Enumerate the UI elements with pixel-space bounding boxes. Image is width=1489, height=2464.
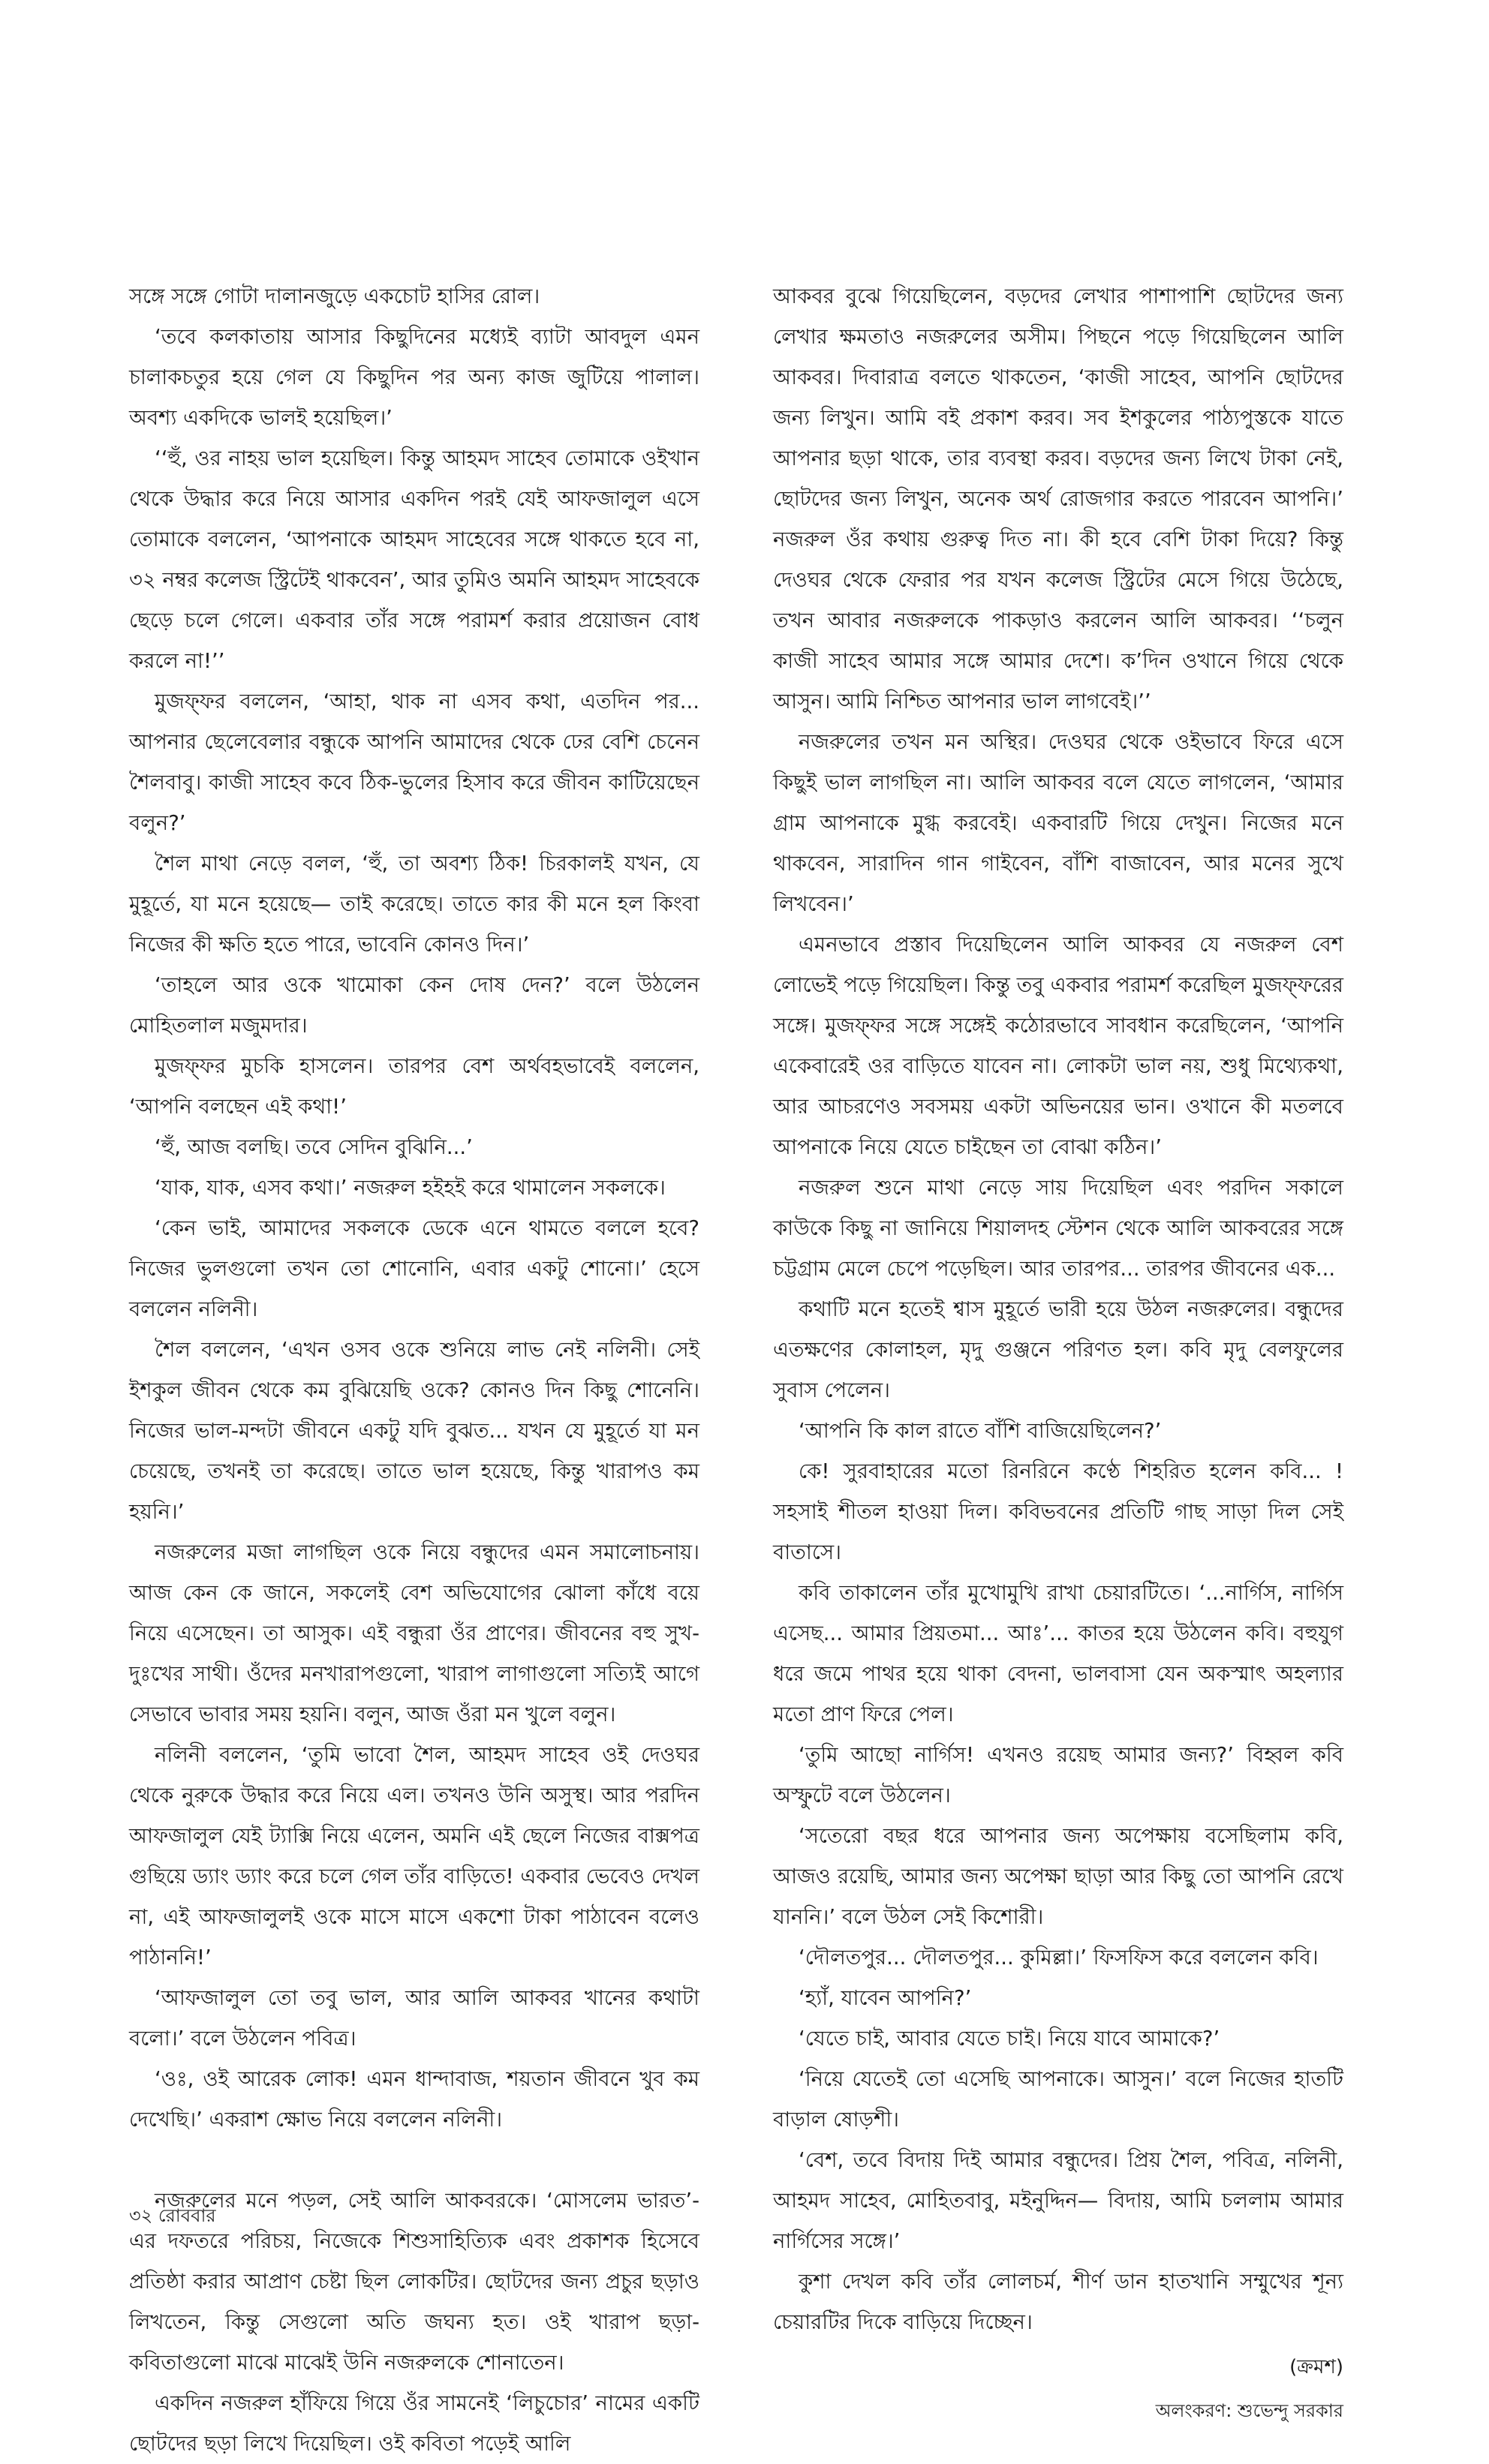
- article-column-right: [773, 276, 1343, 2431]
- paragraph: ‘তাহলে আর ওকে খামোকা কেন দোষ দেন?’ বলে উঠলেন মোহিতলাল মজুমদার।: [129, 973, 699, 1038]
- page-footer: ৩২ রোববার: [129, 2205, 216, 2226]
- paragraph: ‘হ্যাঁ, যাবেন আপনি?’: [799, 1986, 972, 2010]
- paragraph: ‘যেতে চাই, আবার যেতে চাই। নিয়ে যাবে আমাকে?’: [799, 2027, 1220, 2051]
- paragraph: ‘নিয়ে যেতেই তো এসেছি আপনাকে। আসুন।’ বলে নিজের হাতটি বাড়াল ষোড়শী।: [773, 2067, 1343, 2132]
- paragraph: ‘যাক, যাক, এসব কথা।’ নজরুল হইহই করে থামালেন সকলকে।: [155, 1176, 666, 1200]
- paragraph: ‘সতেরো বছর ধরে আপনার জন্য অপেক্ষায় বসেছিলাম কবি, আজও রয়েছি, আমার জন্য অপেক্ষা ছাড়া আর কিছু তো আপনি রেখে যাননি।’ বলে উঠল সেই কিশোরী।: [773, 1824, 1343, 1929]
- paragraph: নলিনী বললেন, ‘তুমি ভাবো শৈল, আহমদ সাহেব ওই দেওঘর থেকে নুরুকে উদ্ধার করে নিয়ে এল। তখনও উনি অসুস্থ। আর পরদিন আফজালুল যেই ট্যাক্সি নিয়ে এলেন, অমনি এই ছেলে নিজের বাক্সপত্র গুছিয়ে ড্যাং ড্যাং করে চলে গেল তাঁর বাড়িতে! একবার ভেবেও দেখল না, এই আফজালুলই ওকে মাসে মাসে একশো টাকা পাঠাবেন বলেও পাঠাননি!’: [129, 1743, 699, 1970]
- paragraph: একদিন নজরুল হাঁফিয়ে গিয়ে ওঁর সামনেই ‘লিচুচোর’ নামের একটি ছোটদের ছড়া লিখে দিয়েছিল। ওই কবিতা পড়েই আলি: [129, 2391, 699, 2456]
- paragraph: নজরুলের তখন মন অস্থির। দেওঘর থেকে ওইভাবে ফিরে এসে কিছুই ভাল লাগছিল না। আলি আকবর বলে যেতে লাগলেন, ‘আমার গ্রাম আপনাকে মুগ্ধ করবেই। একবারটি গিয়ে দেখুন। নিজের মনে থাকবেন, সারাদিন গান গাইবেন, বাঁশি বাজাবেন, আর মনের সুখে লিখবেন।’: [773, 730, 1343, 916]
- paragraph: নজরুল শুনে মাথা নেড়ে সায় দিয়েছিল এবং পরদিন সকালে কাউকে কিছু না জানিয়ে শিয়ালদহ স্টেশন থেকে আলি আকবরের সঙ্গে চট্টগ্রাম মেলে চেপে পড়েছিল। আর তারপর... তারপর জীবনের এক...: [773, 1176, 1343, 1281]
- paragraph: কথাটি মনে হতেই শ্বাস মুহূর্তে ভারী হয়ে উঠল নজরুলের। বন্ধুদের এতক্ষণের কোলাহল, মৃদু গুঞ্জনে পরিণত হল। কবি মৃদু বেলফুলের সুবাস পেলেন।: [773, 1297, 1343, 1402]
- paragraph: শৈল বললেন, ‘এখন ওসব ওকে শুনিয়ে লাভ নেই নলিনী। সেই ইশকুল জীবন থেকে কম বুঝিয়েছি ওকে? কোনও দিন কিছু শোনেনি। নিজের ভাল-মন্দটা জীবনে একটু যদি বুঝত... যখন যে মুহূর্তে যা মন চেয়েছে, তখনই তা করেছে। তাতে ভাল হয়েছে, কিন্তু খারাপও কম হয়নি।’: [129, 1338, 699, 1524]
- paragraph: ‘বেশ, তবে বিদায় দিই আমার বন্ধুদের। প্রিয় শৈল, পবিত্র, নলিনী, আহমদ সাহেব, মোহিতবাবু, মইনুদ্দিন— বিদায়, আমি চললাম আমার নার্গিসের সঙ্গে।’: [773, 2148, 1343, 2253]
- paragraph: ‘তবে কলকাতায় আসার কিছুদিনের মধ্যেই ব্যাটা আবদুল এমন চালাকচতুর হয়ে গেল যে কিছুদিন পর অন্য কাজ জুটিয়ে পালাল। অবশ্য একদিকে ভালই হয়েছিল।’: [129, 325, 699, 430]
- paragraph: ‘দৌলতপুর... দৌলতপুর... কুমিল্লা।’ ফিসফিস করে বললেন কবি।: [799, 1946, 1319, 1970]
- paragraph: ‘‘হুঁ, ওর নাহয় ভাল হয়েছিল। কিন্তু আহমদ সাহেব তোমাকে ওইখান থেকে উদ্ধার করে নিয়ে আসার একদিন পরই যেই আফজালুল এসে তোমাকে বললেন, ‘আপনাকে আহমদ সাহেবের সঙ্গে থাকতে হবে না, ৩২ নম্বর কলেজ স্ট্রিটেই থাকবেন’, আর তুমিও অমনি আহমদ সাহেবকে ছেড়ে চলে গেলে। একবার তাঁর সঙ্গে পরামর্শ করার প্রয়োজন বোধ করলে না!’’: [129, 446, 699, 673]
- paragraph: নজরুলের মনে পড়ল, সেই আলি আকবরকে। ‘মোসলেম ভারত’-এর দফতরে পরিচয়, নিজেকে শিশুসাহিত্যিক এবং প্রকাশক হিসেবে প্রতিষ্ঠা করার আপ্রাণ চেষ্টা ছিল লোকটির। ছোটদের জন্য প্রচুর ছড়াও লিখতেন, কিন্তু সেগুলো অতি জঘন্য হত। ওই খারাপ ছড়া-কবিতাগুলো মাঝে মাঝেই উনি নজরুলকে শোনাতেন।: [129, 2189, 699, 2375]
- paragraph: মুজফ্ফর বললেন, ‘আহা, থাক না এসব কথা, এতদিন পর... আপনার ছেলেবেলার বন্ধুকে আপনি আমাদের থেকে ঢের বেশি চেনেন শৈলবাবু। কাজী সাহেব কবে ঠিক-ভুলের হিসাব করে জীবন কাটিয়েছেন বলুন?’: [129, 690, 699, 835]
- paragraph: ‘আফজালুল তো তবু ভাল, আর আলি আকবর খানের কথাটা বলো।’ বলে উঠলেন পবিত্র।: [129, 1986, 699, 2051]
- paragraph: শৈল মাথা নেড়ে বলল, ‘হুঁ, তা অবশ্য ঠিক! চিরকালই যখন, যে মুহূর্তে, যা মনে হয়েছে— তাই করেছে। তাতে কার কী মনে হল কিংবা নিজের কী ক্ষতি হতে পারে, ভাবেনি কোনও দিন।’: [129, 852, 699, 957]
- paragraph: নজরুলের মজা লাগছিল ওকে নিয়ে বন্ধুদের এমন সমালোচনায়। আজ কেন কে জানে, সকলেই বেশ অভিযোগের ঝোলা কাঁধে বয়ে নিয়ে এসেছেন। তা আসুক। এই বন্ধুরা ওঁর প্রাণের। জীবনের বহু সুখ-দুঃখের সাথী। ওঁদের মনখারাপগুলো, খারাপ লাগাগুলো সত্যিই আগে সেভাবে ভাবার সময় হয়নি। বলুন, আজ ওঁরা মন খুলে বলুন।: [129, 1540, 699, 1726]
- paragraph: এমনভাবে প্রস্তাব দিয়েছিলেন আলি আকবর যে নজরুল বেশ লোভেই পড়ে গিয়েছিল। কিন্তু তবু একবার পরামর্শ করেছিল মুজফ্ফরের সঙ্গে। মুজফ্ফর সঙ্গে সঙ্গেই কঠোরভাবে সাবধান করেছিলেন, ‘আপনি একেবারেই ওর বাড়িতে যাবেন না। লোকটা ভাল নয়, শুধু মিথ্যেকথা, আর আচরণেও সবসময় একটা অভিনয়ের ভান। ওখানে কী মতলবে আপনাকে নিয়ে যেতে চাইছেন তা বোঝা কঠিন।’: [773, 933, 1343, 1159]
- paragraph: ‘আপনি কি কাল রাতে বাঁশি বাজিয়েছিলেন?’: [799, 1419, 1162, 1443]
- paragraph: ‘হুঁ, আজ বলছি। তবে সেদিন বুঝিনি...’: [155, 1135, 473, 1159]
- paragraph: সঙ্গে সঙ্গে গোটা দালানজুড়ে একচোট হাসির রোল।: [129, 284, 540, 308]
- paragraph: কে! সুরবাহারের মতো রিনরিনে কণ্ঠে শিহরিত হলেন কবি... ! সহসাই শীতল হাওয়া দিল। কবিভবনের প্রতিটি গাছ সাড়া দিল সেই বাতাসে।: [773, 1459, 1343, 1564]
- paragraph: আকবর বুঝে গিয়েছিলেন, বড়দের লেখার পাশাপাশি ছোটদের জন্য লেখার ক্ষমতাও নজরুলের অসীম। পিছনে পড়ে গিয়েছিলেন আলি আকবর। দিবারাত্র বলতে থাকতেন, ‘কাজী সাহেব, আপনি ছোটদের জন্য লিখুন। আমি বই প্রকাশ করব। সব ইশকুলের পাঠ্যপুস্তকে যাতে আপনার ছড়া থাকে, তার ব্যবস্থা করব। বড়দের জন্য লিখে টাকা নেই, ছোটদের জন্য লিখুন, অনেক অর্থ রোজগার করতে পারবেন আপনি।’ নজরুল ওঁর কথায় গুরুত্ব দিত না। কী হবে বেশি টাকা দিয়ে? কিন্তু দেওঘর থেকে ফেরার পর যখন কলেজ স্ট্রিটের মেসে গিয়ে উঠেছে, তখন আবার নজরুলকে পাকড়াও করলেন আলি আকবর। ‘‘চলুন কাজী সাহেব আমার সঙ্গে আমার দেশে। ক’দিন ওখানে গিয়ে থেকে আসুন। আমি নিশ্চিত আপনার ভাল লাগবেই।’’: [773, 284, 1343, 714]
- paragraph: মুজফ্ফর মুচকি হাসলেন। তারপর বেশ অর্থবহভাবেই বললেন, ‘আপনি বলছেন এই কথা!’: [129, 1054, 699, 1119]
- article-column-left: [129, 276, 699, 2464]
- paragraph: ‘ওঃ, ওই আরেক লোক! এমন ধান্দাবাজ, শয়তান জীবনে খুব কম দেখেছি।’ একরাশ ক্ষোভ নিয়ে বললেন নলিনী।: [129, 2067, 699, 2132]
- illustrator-credit: অলংকরণ: শুভেন্দু সরকার: [1155, 2400, 1343, 2421]
- paragraph: কবি তাকালেন তাঁর মুখোমুখি রাখা চেয়ারটিতে। ‘...নার্গিস, নার্গিস এসেছ... আমার প্রিয়তমা... আঃ’... কাতর হয়ে উঠলেন কবি। বহুযুগ ধরে জমে পাথর হয়ে থাকা বেদনা, ভালবাসা যেন অকস্মাৎ অহল্যার মতো প্রাণ ফিরে পেল।: [773, 1581, 1343, 1726]
- paragraph: ‘তুমি আছো নার্গিস! এখনও রয়েছ আমার জন্য?’ বিহ্বল কবি অস্ফুটে বলে উঠলেন।: [773, 1743, 1343, 1807]
- to-be-continued-note: (ক্রমশ): [1289, 2356, 1343, 2378]
- paragraph: ‘কেন ভাই, আমাদের সকলকে ডেকে এনে থামতে বললে হবে? নিজের ভুলগুলো তখন তো শোনোনি, এবার একটু শোনো।’ হেসে বললেন নলিনী।: [129, 1216, 699, 1321]
- paragraph: কুশা দেখল কবি তাঁর লোলচর্ম, শীর্ণ ডান হাতখানি সম্মুখের শূন্য চেয়ারটির দিকে বাড়িয়ে দিচ্ছেন।: [773, 2270, 1343, 2334]
